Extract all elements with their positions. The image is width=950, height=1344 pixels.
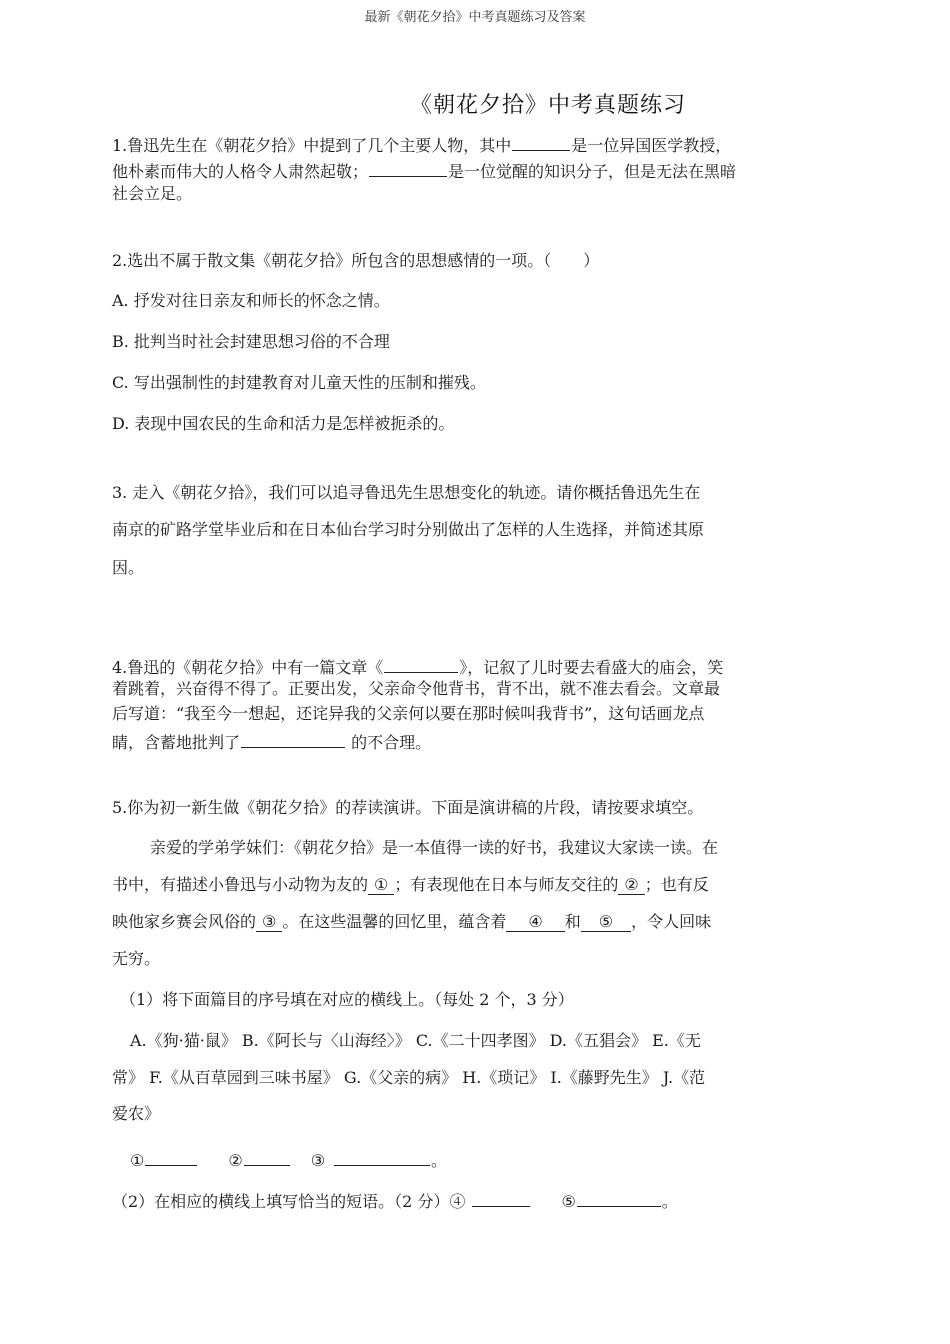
q5-answer-row-1: ① ② ③ 。 (130, 1151, 448, 1170)
answer-blank-5[interactable] (577, 1190, 661, 1207)
q5-blank-3[interactable]: ③ (256, 914, 282, 932)
q2-option-d: D. 表现中国农民的生命和活力是怎样被扼杀的。 (112, 414, 455, 433)
q3-line-1: 3. 走入《朝花夕拾》，我们可以追寻鲁迅先生思想变化的轨迹。请你概括鲁迅先生在 (112, 483, 701, 502)
answer-blank-4[interactable] (472, 1190, 530, 1207)
answer-blank-1[interactable] (145, 1149, 197, 1166)
q5-blank-5[interactable]: ⑤ (581, 914, 631, 932)
q1-blank-2[interactable] (369, 160, 447, 177)
q5-options-line-2: 常》 F.《从百草园到三味书屋》 G.《父亲的病》 H.《琐记》 I.《藤野先生》 J.《范 (112, 1068, 706, 1087)
answer-blank-3[interactable] (334, 1149, 430, 1166)
q4-blank-1[interactable] (384, 656, 458, 673)
q5-sub-question-1: （1）将下面篇目的序号填在对应的横线上。（每处 2 个，3 分） (120, 990, 574, 1009)
page-header: 最新《朝花夕拾》中考真题练习及答案 (364, 10, 586, 25)
q1-line-1: 1.鲁迅先生在《朝花夕拾》中提到了几个主要人物，其中 是一位异国医学教授， (112, 136, 732, 155)
q3-line-3: 因。 (112, 558, 145, 577)
q5-blank-1[interactable]: ① (368, 877, 394, 895)
q2-stem: 2.选出不属于散文集《朝花夕拾》所包含的思想感情的一项。（ ） (112, 251, 600, 270)
q2-option-a: A. 抒发对往日亲友和师长的怀念之情。 (112, 291, 390, 310)
q5-blank-2[interactable]: ② (618, 877, 644, 895)
q5-stem: 5.你为初一新生做《朝花夕拾》的荐读演讲。下面是演讲稿的片段，请按要求填空。 (112, 798, 704, 817)
q1-blank-1[interactable] (512, 134, 570, 151)
q4-line-1: 4.鲁迅的《朝花夕拾》中有一篇文章《 》，记叙了儿时要去看盛大的庙会，笑 (112, 658, 724, 677)
q1-line-3: 社会立足。 (112, 184, 193, 203)
q3-line-2: 南京的矿路学堂毕业后和在日本仙台学习时分别做出了怎样的人生选择，并简述其原 (112, 520, 705, 539)
q5-options-line-1: A.《狗·猫·鼠》 B.《阿长与〈山海经〉》 C.《二十四孝图》 D.《五猖会》 E.《无 (130, 1031, 701, 1050)
q4-blank-2[interactable] (241, 731, 345, 748)
page-title: 《朝花夕拾》中考真题练习 (410, 93, 687, 118)
q5-paragraph-line-1: 亲爱的学弟学妹们：《朝花夕拾》是一本值得一读的好书，我建议大家读一读。在 (150, 838, 719, 857)
q1-line-2: 他朴素而伟大的人格令人肃然起敬； 是一位觉醒的知识分子，但是无法在黑暗 (112, 162, 737, 181)
q5-paragraph-line-2: 书中，有描述小鲁迅与小动物为友的 ① ；有表现他在日本与师友交往的 ② ；也有反 (112, 875, 709, 894)
q5-blank-4[interactable]: ④ (506, 914, 564, 932)
q5-options-line-3: 爱农》 (112, 1104, 161, 1123)
q4-line-3: 后写道：“我至今一想起，还诧异我的父亲何以要在那时候叫我背书”，这句话画龙点 (112, 704, 705, 723)
q4-line-4: 睛，含蓄地批判了 的不合理。 (112, 733, 432, 752)
q5-paragraph-line-3: 映他家乡赛会风俗的 ③ 。在这些温馨的回忆里，蕴含着 ④ 和 ⑤ ，令人回味 (112, 912, 712, 931)
q2-option-b: B. 批判当时社会封建思想习俗的不合理 (112, 332, 390, 351)
q2-option-c: C. 写出强制性的封建教育对儿童天性的压制和摧残。 (112, 373, 486, 392)
q5-sub-question-2: （2）在相应的横线上填写恰当的短语。（2 分）④ ⑤ 。 (112, 1192, 678, 1211)
q5-paragraph-line-4: 无穷。 (112, 949, 161, 968)
answer-blank-2[interactable] (244, 1149, 290, 1166)
q4-line-2: 着跳着，兴奋得不得了。正要出发，父亲命令他背书，背不出，就不准去看会。文章最 (112, 679, 721, 698)
